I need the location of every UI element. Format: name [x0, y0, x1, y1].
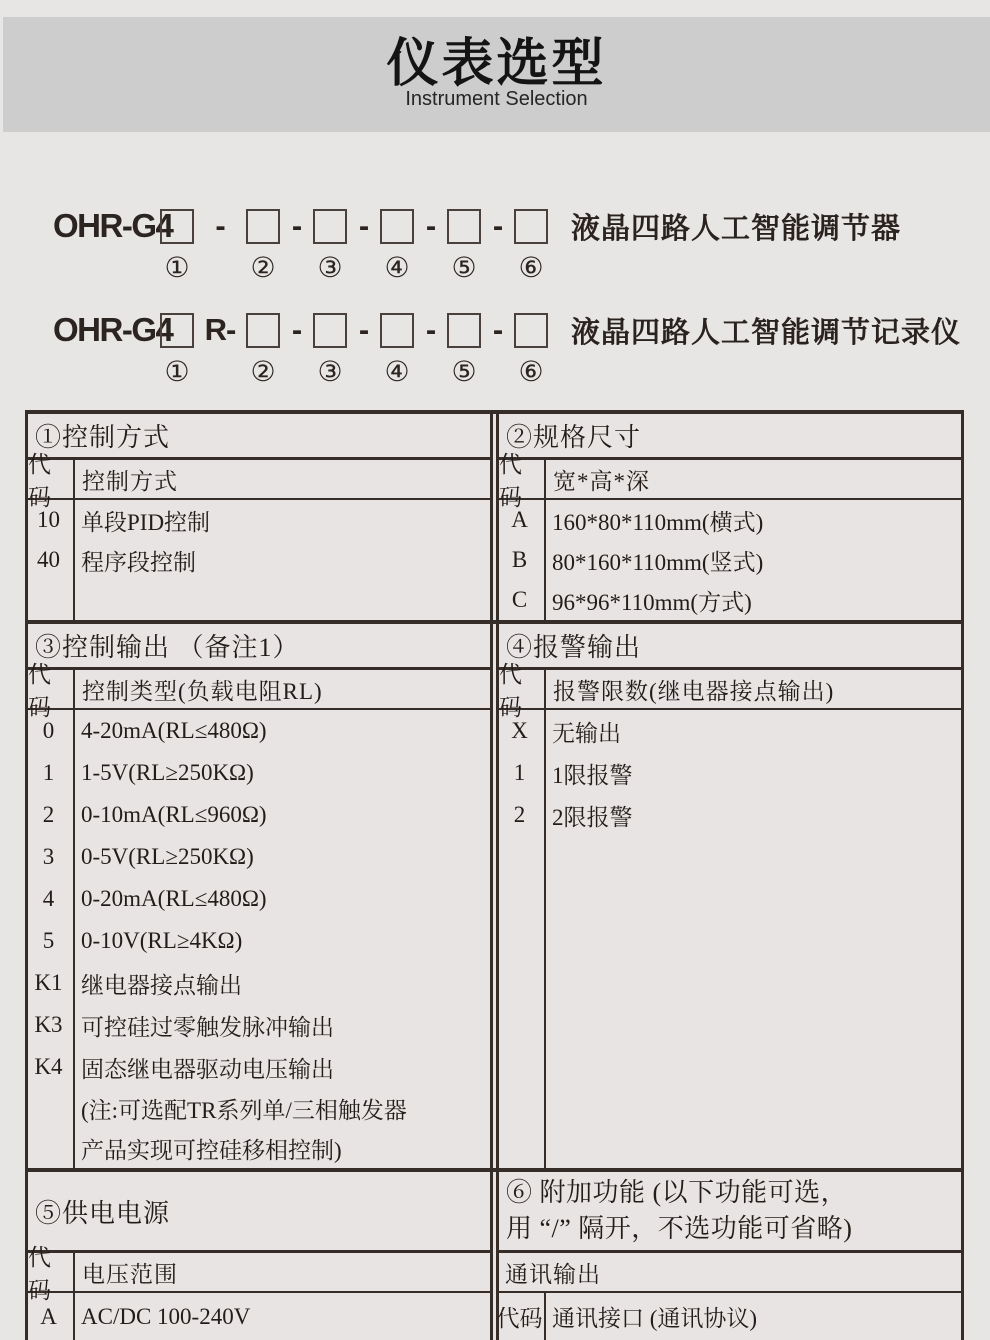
selection-box-1: [160, 209, 194, 244]
dash: -: [358, 312, 369, 347]
option-text: 160*80*110mm(横式): [552, 509, 764, 535]
model-line-2: [53, 304, 963, 356]
dash: -: [425, 312, 436, 347]
selection-box-4: [380, 209, 414, 244]
text-column: [75, 500, 490, 620]
selection-box-1: [160, 313, 194, 348]
option-text: 4-20mA(RL≤480Ω): [81, 718, 267, 743]
model-prefix: OHR-G4: [53, 311, 173, 348]
code-column: [28, 1293, 75, 1340]
code-value: 40: [37, 547, 60, 572]
page-subtitle: Instrument Selection: [405, 88, 588, 110]
section-4-subheader: [499, 662, 961, 720]
selection-box-2: [246, 313, 280, 348]
code-value: K4: [34, 1054, 63, 1079]
section-3-data: [28, 710, 490, 1168]
section-6-header-line-1: ⑥ 附加功能 (以下功能可选，: [506, 1178, 848, 1207]
model-connector: R-: [204, 312, 236, 347]
option-text: 96*96*110mm(方式): [552, 589, 752, 615]
section-4-header: ④报警输出: [499, 624, 961, 670]
code-value: B: [511, 547, 528, 572]
code-value: 1: [513, 760, 526, 785]
table-block-3: [28, 1168, 961, 1340]
marker-6: ⑥: [518, 253, 544, 284]
marker-6: ⑥: [518, 357, 544, 388]
table-block-1: [28, 414, 961, 620]
col-header-name: 控制方式: [82, 468, 178, 494]
selection-box-6: [514, 209, 548, 244]
option-text: 1-5V(RL≥250KΩ): [81, 760, 254, 785]
model-description: 液晶四路人工智能调节器: [571, 212, 902, 245]
marker-1: ①: [164, 253, 190, 284]
section-5-power-supply: [28, 1172, 493, 1340]
option-text: 单段PID控制: [81, 509, 211, 535]
model-line-1-markers: [53, 252, 963, 292]
code-value: [28, 1088, 73, 1128]
dash: -: [291, 312, 302, 347]
selection-box-6: [514, 313, 548, 348]
dash: -: [492, 208, 503, 243]
text-column: [75, 710, 490, 1168]
code-value: 3: [42, 844, 55, 869]
marker-2: ②: [250, 253, 276, 284]
section-3-subheader: [28, 662, 490, 720]
section-2-dimensions: [496, 414, 961, 620]
section-3-control-output: [28, 624, 493, 1168]
section-1-control-mode: [28, 414, 493, 620]
selection-box-5: [447, 313, 481, 348]
section-3-header: ③控制输出 （备注1）: [28, 624, 490, 670]
text-column: [75, 1293, 490, 1340]
selection-box-3: [313, 209, 347, 244]
code-value: [28, 1128, 73, 1168]
section-6-header-line-2: 用 “/” 隔开，不选功能可省略): [506, 1214, 853, 1243]
marker-1: ①: [164, 357, 190, 388]
dash: -: [291, 208, 302, 243]
text-column: [546, 500, 961, 620]
marker-5: ⑤: [451, 357, 477, 388]
col-header-name: 通讯接口 (通讯协议): [552, 1306, 758, 1331]
section-6-header: [499, 1172, 961, 1253]
page-title: 仪表选型: [386, 35, 607, 93]
model-description: 液晶四路人工智能调节记录仪: [571, 316, 962, 349]
section-1-subheader: [28, 452, 490, 510]
model-line-2-markers: [53, 356, 963, 396]
code-value: 5: [42, 928, 55, 953]
option-text: 继电器接点输出: [81, 972, 242, 998]
option-text: 0-20mA(RL≤480Ω): [81, 886, 267, 911]
code-value: K1: [34, 970, 63, 995]
page-header-banner: [3, 17, 990, 132]
option-note: (注:可选配TR系列单/三相触发器: [81, 1097, 407, 1123]
marker-4: ④: [384, 357, 410, 388]
code-value: 2: [42, 802, 55, 827]
comm-output-band: 通讯输出: [499, 1253, 961, 1293]
code-value: 2: [513, 802, 526, 827]
col-header-code: 代码: [28, 1253, 75, 1291]
selection-box-2: [246, 209, 280, 244]
section-5-subheader: [28, 1245, 490, 1303]
marker-4: ④: [384, 253, 410, 284]
col-header-name: 报警限数(继电器接点输出): [553, 678, 835, 704]
selection-table: [25, 410, 964, 1340]
code-value: C: [511, 587, 528, 612]
code-value: 1: [42, 760, 55, 785]
code-column: [496, 1293, 546, 1340]
option-text: 2限报警: [552, 804, 633, 830]
section-5-data: [28, 1293, 490, 1340]
section-2-subheader: [499, 452, 961, 510]
section-2-header: ②规格尺寸: [499, 414, 961, 460]
option-text: 无输出: [552, 720, 621, 746]
col-header-code: 代码: [499, 670, 546, 708]
col-header-code: 代码: [499, 460, 546, 498]
text-column: [546, 1293, 961, 1340]
section-4-alarm-output: [496, 624, 961, 1168]
selection-box-3: [313, 313, 347, 348]
option-text: 80*160*110mm(竖式): [552, 549, 764, 575]
marker-5: ⑤: [451, 253, 477, 284]
option-text: 固态继电器驱动电压输出: [81, 1056, 334, 1082]
option-text: 程序段控制: [81, 549, 196, 575]
code-value: X: [511, 718, 528, 743]
dash: -: [492, 312, 503, 347]
code-column: [28, 500, 75, 620]
code-value: A: [511, 507, 528, 532]
col-header-code: 代码: [28, 670, 75, 708]
option-text: 0-5V(RL≥250KΩ): [81, 844, 254, 869]
code-value: 0: [42, 718, 55, 743]
text-column: [546, 710, 961, 1168]
model-connector: -: [215, 208, 225, 243]
section-4-data: [499, 710, 961, 1168]
selection-box-4: [380, 313, 414, 348]
section-6-additional-functions: [496, 1172, 961, 1340]
option-text: AC/DC 100-240V: [81, 1303, 251, 1329]
marker-3: ③: [317, 253, 343, 284]
col-header-code: 代码: [496, 1306, 543, 1331]
option-text: 可控硅过零触发脉冲输出: [81, 1014, 334, 1040]
option-text: 1限报警: [552, 762, 633, 788]
model-prefix: OHR-G4: [53, 207, 173, 244]
dash: -: [358, 208, 369, 243]
table-block-2: [28, 620, 961, 1168]
code-column: [499, 500, 546, 620]
section-1-header: ①控制方式: [28, 414, 490, 460]
code-value: 4: [42, 886, 55, 911]
code-value: K3: [34, 1012, 63, 1037]
code-column: [28, 710, 75, 1168]
col-header-name: 宽*高*深: [553, 468, 650, 494]
section-6-data: [496, 1293, 961, 1340]
code-column: [499, 710, 546, 1168]
model-line-1: [53, 200, 963, 252]
dash: -: [425, 208, 436, 243]
col-header-code: 代码: [28, 460, 75, 498]
code-value: A: [40, 1303, 57, 1329]
section-5-header: ⑤供电电源: [28, 1172, 490, 1253]
section-2-data: [499, 500, 961, 620]
model-ordering-diagrams: [53, 200, 963, 396]
option-note: 产品实现可控硅移相控制): [81, 1137, 342, 1163]
option-text: 0-10V(RL≥4KΩ): [81, 928, 243, 953]
col-header-name: 控制类型(负载电阻RL): [82, 678, 323, 704]
marker-3: ③: [317, 357, 343, 388]
selection-box-5: [447, 209, 481, 244]
code-value: 10: [37, 507, 60, 532]
section-1-data: [28, 500, 490, 620]
option-text: 0-10mA(RL≤960Ω): [81, 802, 267, 827]
col-header-name: 电压范围: [82, 1261, 178, 1287]
marker-2: ②: [250, 357, 276, 388]
